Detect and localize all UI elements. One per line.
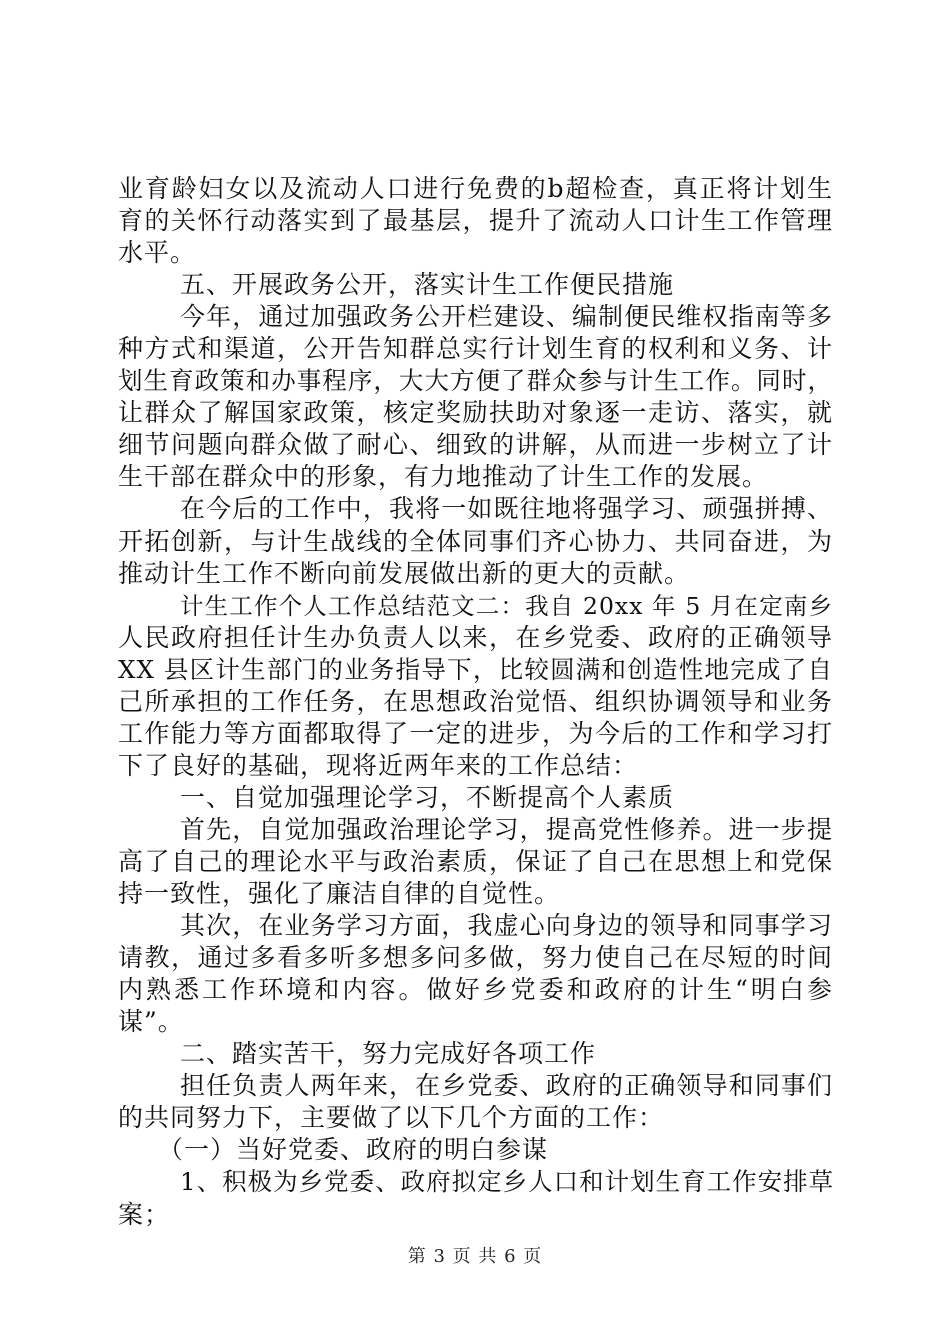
text-line: 谋”。	[118, 1007, 184, 1037]
text-line: 1、积极为乡党委、政府拟定乡人口和计划生育工作安排草	[180, 1167, 835, 1197]
text-line: 开拓创新，与计生战线的全体同事们齐心协力、共同奋进，为	[118, 526, 833, 556]
text-line: XX 县区计生部门的业务指导下，比较圆满和创造性地完成了自	[118, 654, 833, 684]
text-line: 持一致性，强化了廉洁自律的自觉性。	[118, 879, 561, 909]
text-line: 今年，通过加强政务公开栏建设、编制便民维权指南等多	[180, 302, 833, 332]
text-line: 高了自己的理论水平与政治素质，保证了自己在思想上和党保	[118, 846, 833, 876]
text-line: 计生工作个人工作总结范文二：我自 20xx 年 5 月在定南乡	[180, 591, 833, 620]
text-line: 工作能力等方面都取得了一定的进步，为今后的工作和学习打	[118, 718, 833, 748]
text-line: 其次，在业务学习方面，我虚心向身边的领导和同事学习	[180, 911, 833, 941]
text-line: 细节问题向群众做了耐心、细致的讲解，从而进一步树立了计	[118, 430, 833, 460]
text-line: 人民政府担任计生办负责人以来，在乡党委、政府的正确领导	[118, 622, 833, 652]
text-line: 担任负责人两年来，在乡党委、政府的正确领导和同事们	[180, 1071, 833, 1101]
section-heading: 二、踏实苦干，努力完成好各项工作	[180, 1039, 597, 1069]
text-line: 内熟悉工作环境和内容。做好乡党委和政府的计生“明白参	[118, 975, 833, 1005]
text-line: 请教，通过多看多听多想多问多做，努力使自己在尽短的时间	[118, 943, 833, 973]
text-line: 育的关怀行动落实到了最基层，提升了流动人口计生工作管理	[118, 206, 833, 236]
document-body	[118, 173, 833, 1231]
text-line: 推动计生工作不断向前发展做出新的更大的贡献。	[118, 558, 691, 588]
text-line: 划生育政策和办事程序，大大方便了群众参与计生工作。同时，	[118, 366, 833, 396]
section-heading: 五、开展政务公开，落实计生工作便民措施	[180, 270, 675, 300]
text-line: 在今后的工作中，我将一如既往地将强学习、顽强拼搏、	[180, 494, 833, 524]
text-line: 生干部在群众中的形象，有力地推动了计生工作的发展。	[118, 462, 769, 492]
page-number-footer: 第 3 页 共 6 页	[407, 1246, 543, 1267]
subsection-heading: （一）当好党委、政府的明白参谋	[158, 1135, 549, 1165]
text-line: 种方式和渠道，公开告知群总实行计划生育的权利和义务、计	[118, 334, 833, 364]
text-line: 水平。	[118, 238, 197, 268]
text-line: 首先，自觉加强政治理论学习，提高党性修养。进一步提	[180, 814, 833, 844]
text-line: 的共同努力下，主要做了以下几个方面的工作：	[118, 1103, 665, 1133]
text-line: 业育龄妇女以及流动人口进行免费的b超检查，真正将计划生	[118, 174, 833, 203]
section-heading: 一、自觉加强理论学习，不断提高个人素质	[180, 782, 675, 812]
text-line: 下了良好的基础，现将近两年来的工作总结：	[118, 750, 639, 780]
text-line: 让群众了解国家政策，核定奖励扶助对象逐一走访、落实，就	[118, 398, 833, 428]
text-line: 案；	[118, 1199, 171, 1229]
text-line: 己所承担的工作任务，在思想政治觉悟、组织协调领导和业务	[118, 686, 833, 716]
